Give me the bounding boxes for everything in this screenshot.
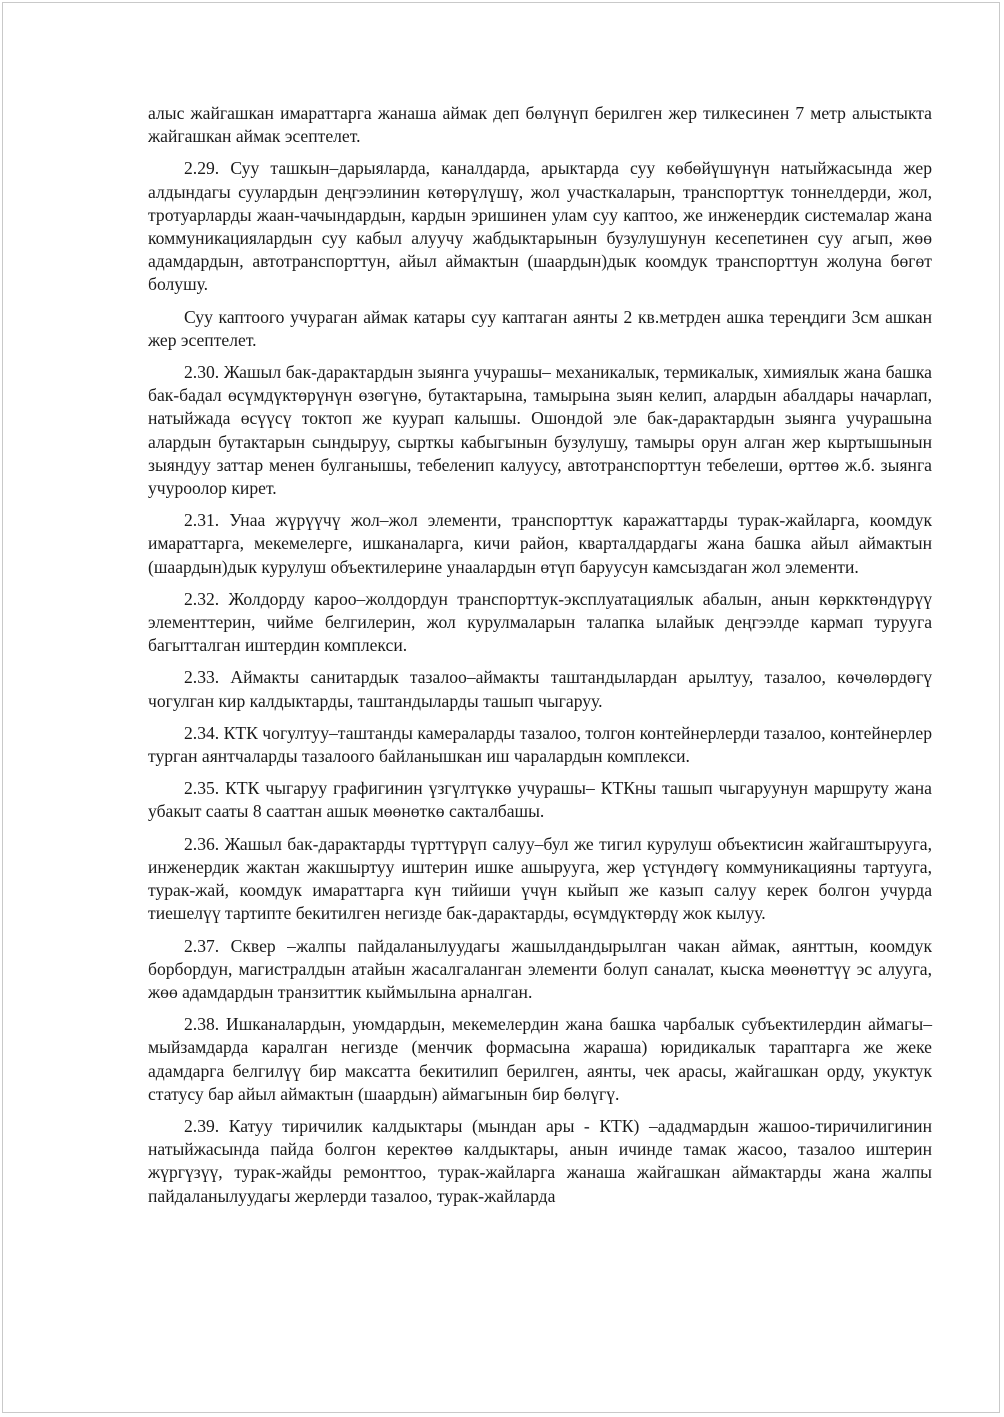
paragraph-2-35: 2.35. КТК чыгаруу графигинин үзгүлтүккө учурашы– КТКны ташып чыгаруунун маршруту жана убакыт сааты 8 сааттан ашык мөөнөткө сакталбашы.: [148, 778, 932, 822]
paragraph-2-36: 2.36. Жашыл бак-дарактарды түрттүрүп салуу–бул же тигил курулуш объектисин жайгаштырууга, инженердик жактан жакшыртуу иштерин ишке ашырууга, жер үстүндөгү коммуникацияны тартууга, турак-жай, коомдук имараттарга күн тийиши үчүн кыйып же казып салуу керек болгон учурда тиешелүү тартипте бекитилген негизде бак-дарактарды, өсүмдүктөрдү жок кылуу.: [148, 833, 932, 924]
paragraph-2-31: 2.31. Унаа жүрүүчү жол–жол элементи, транспорттук каражаттарды турак-жайларга, коомдук имараттарга, мекемелерге, ишканаларга, кичи район, кварталдардагы жана башка айыл аймактын (шаардын)дык курулуш объектилерине унаалардын өтүп баруусун камсыздаган жол элементи.: [148, 510, 932, 577]
paragraph-2-37: 2.37. Сквер –жалпы пайдаланылуудагы жашылдандырылган чакан аймак, аянттын, коомдук борбордун, магистралдын атайын жасалгаланган элементи болуп саналат, кыска мөөнөттүү эс алууга, жөө адамдардын транзиттик кыймылына арналган.: [148, 935, 932, 1002]
paragraph-2-30: 2.30. Жашыл бак-дарактардын зыянга учурашы– механикалык, термикалык, химиялык жана башка бак-бадал өсүмдүктөрүнүн өзөгүнө, бутактарына, тамырына зыян келип, алардын абалдары начарлап, натыйжада өсүүсү токтоп же куурап калышы. Ошондой эле бак-дарактардын зыянга учурашына алардын бутактарын сындыруу, сырткы кабыгынын бузулушу, тамыры орун алган жер кыртышынын зыяндуу заттар менен булганышы, тебеленип калуусу, автотранспорттун тебелеши, өрттөө ж.б. зыянга учуроолор кирет.: [148, 362, 932, 499]
paragraph-2-32: 2.32. Жолдорду кароо–жолдордун транспорттук-эксплуатациялык абалын, анын көркктөндүрүү элементтерин, чийме белгилерин, жол курулмаларын талапка ылайык деңгээлде кармап турууга багытталган иштердин комплекси.: [148, 588, 932, 656]
paragraph-2-39: 2.39. Катуу тиричилик калдыктары (мындан ары - КТК) –ададмардын жашоо-тиричилигинин натыйжасында пайда болгон керектөө калдыктары, анын ичинде тамак жасоо, тазалоо иштерин жүргүзүү, турак-жайды ремонттоо, турак-жайларга жанаша жайгашкан аймактарды жана жалпы пайдаланылуудагы жерлерди тазалоо, турак-жайларда: [148, 1115, 932, 1206]
page: [2, 2, 1000, 1413]
paragraph-2-29-note: Суу каптоого учураган аймак катары суу каптаган аянты 2 кв.метрден ашка тереңдиги 3см ашкан жер эсептелет.: [148, 306, 932, 350]
document-body: [148, 102, 932, 1208]
paragraph-2-34: 2.34. КТК чогултуу–таштанды камераларды тазалоо, толгон контейнерлерди тазалоо, контейнерлер турган аянтчаларды тазалоого байланышкан иш чаралардын комплекси.: [148, 722, 932, 767]
paragraph-2-33: 2.33. Аймакты санитардык тазалоо–аймакты таштандылардан арылтуу, тазалоо, көчөлөрдөгү чогулган кир калдыктарды, таштандыларды ташып чыгаруу.: [148, 667, 932, 711]
paragraph-2-38: 2.38. Ишканалардын, уюмдардын, мекемелердин жана башка чарбалык субъектилердин аймагы–мыйзамдарда каралган негизде (менчик формасына жараша) юридикалык тараптарга же жеке адамдарга белгилүү бир максатта бекитилип берилген, аянты, чек арасы, жайгашкан орду, укуктук статусу бар айыл аймактын (шаардын) аймагынын бир бөлүгү.: [148, 1014, 932, 1104]
paragraph-2-29: 2.29. Суу ташкын–дарыяларда, каналдарда, арыктарда суу көбөйүшүнүн натыйжасында жер алдындагы суулардын деңгээлинин көтөрүлүшү, жол участкаларын, транспорттук тоннелдерди, жол, тротуарларды жаан-чачындардын, кардын эришинен улам суу каптоо, же инженердик системалар жана коммуникациялардын суу кабыл алуучу жабдыктарынын бузулушунун кесепетинен суу агып, жөө адамдардын, автотранспорттун, айыл аймактын (шаардын)дык коомдук транспорттун жолуна бөгөт болушу.: [148, 158, 932, 295]
paragraph-continuation: алыс жайгашкан имараттарга жанаша аймак деп бөлүнүп берилген жер тилкесинен 7 метр алыстыкта жайгашкан аймак эсептелет.: [148, 103, 932, 147]
